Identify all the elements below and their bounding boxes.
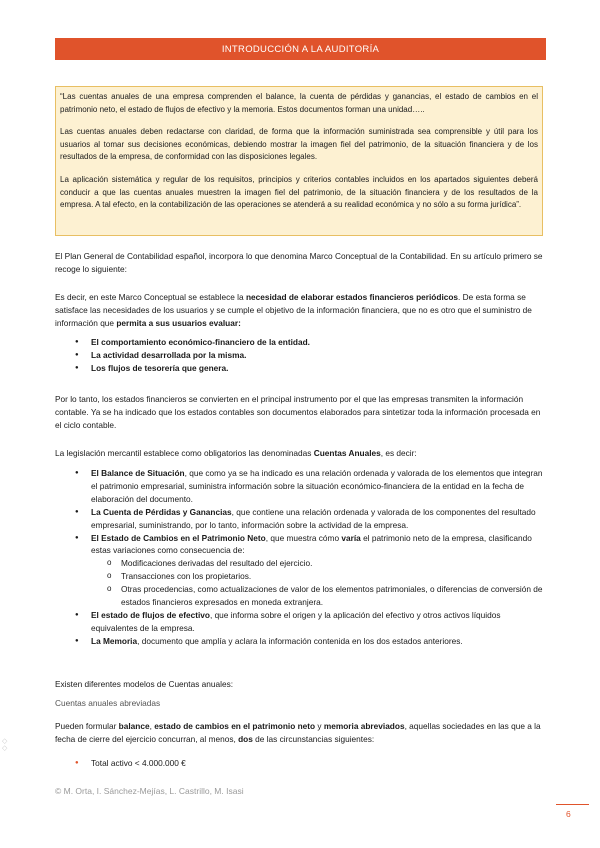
list-item: ● El comportamiento económico-financiero de la entidad. xyxy=(55,336,545,349)
marco-paragraph: Es decir, en este Marco Conceptual se establece la necesidad de elaborar estados financieros periódicos. De esta forma se satisface las necesidades de los usuarios y se cumple el objetivo de la información financiera, que no es otro que el suministro de información que permita a sus usuarios evaluar: xyxy=(55,292,532,328)
list-item-balance: ● El Balance de Situación, que como ya se ha indicado es una relación ordenada y valorada de los elementos que integran el patrimonio empresarial, suministra información sobre la situación económico-financiera de la entidad en la fecha de elaboración del documento. xyxy=(55,467,545,506)
quote-paragraph-2: Las cuentas anuales deben redactarse con claridad, de forma que la información suministrada sea comprensible y útil para los usuarios al tomar sus decisiones económicas, debiendo mostrar la imagen fiel del patrimonio, de la situación financiera y de los resultados de la empresa, de conformidad con las disposiciones legales. xyxy=(60,127,538,162)
page-number: 6 xyxy=(566,809,571,819)
sub-list-item: o Otras procedencias, como actualizaciones de valor de los elementos patrimoniales, o diferencias de conversión de estados financieros expresados en moneda extranjera. xyxy=(91,583,545,609)
list-item-memoria: ● La Memoria, documento que amplía y aclara la información contenida en los dos estados anteriores. xyxy=(55,635,545,648)
sub-list-item: o Transacciones con los propietarios. xyxy=(91,570,545,583)
modelos-paragraph: Existen diferentes modelos de Cuentas anuales: xyxy=(55,679,234,689)
side-mark-icon: ◇ ◇ xyxy=(2,738,8,752)
por-lo-tanto-paragraph: Por lo tanto, los estados financieros se convierten en el principal instrumento por el que las empresas transmiten la información contable. Ya se ha indicado que los estados contables son documentos elaborados para sintetizar toda la información procesada en el ciclo contable. xyxy=(55,394,541,430)
cuentas-list xyxy=(55,467,545,648)
header-title: INTRODUCCIÓN A LA AUDITORÍA xyxy=(221,43,380,55)
header-bar xyxy=(55,38,546,60)
footer-copyright: © M. Orta, I. Sánchez-Mejías, L. Castrillo, M. Isasi xyxy=(55,786,244,796)
quote-paragraph-1: “Las cuentas anuales de una empresa comprenden el balance, la cuenta de pérdidas y ganancias, el estado de cambios en el patrimonio neto, el estado de flujos de efectivo y la memoria. Estos documentos forman una unidad….. xyxy=(60,92,538,114)
quote-paragraph-3: La aplicación sistemática y regular de los requisitos, principios y criterios contables incluidos en los apartados siguientes deberá conducir a que las cuentas anuales muestren la imagen fiel del patrimonio, de la situación financiera y de los resultados de la empresa. A tal efecto, en la contabilización de las operaciones se atenderá a su realidad económica y no sólo a su forma jurídica”. xyxy=(60,174,538,210)
intro-paragraph: El Plan General de Contabilidad español, incorpora lo que denomina Marco Conceptual de la Contabilidad. En su artículo primero se recoge lo siguiente: xyxy=(55,251,543,274)
abreviadas-heading: Cuentas anuales abreviadas xyxy=(55,698,161,708)
circunstancias-list xyxy=(55,757,545,770)
list-item-pyg: ● La Cuenta de Pérdidas y Ganancias, que contiene una relación ordenada y valorada de los componentes del resultado empresarial, suministrando, por lo tanto, información sobre la actividad de la empresa. xyxy=(55,506,545,532)
abreviadas-paragraph: Pueden formular balance, estado de cambios en el patrimonio neto y memoria abreviados, aquellas sociedades en las que a la fecha de cierre del ejercicio concurran, al menos, dos de las circunstancias siguientes: xyxy=(55,721,541,744)
list-item: ● Los flujos de tesorería que genera. xyxy=(55,362,545,375)
list-item-ecpn: ● El Estado de Cambios en el Patrimonio Neto, que muestra cómo varía el patrimonio neto de la empresa, clasificando estas variaciones como consecuencia de: o Modificaciones derivadas del resultado del ejercicio. o Transacciones con los propietarios. o Otras procedencias, como actualizaciones de valor de los elementos patrimoniales, o diferencias de conversión de estados financieros expresados en moneda extranjera. xyxy=(55,532,545,609)
legislacion-paragraph: La legislación mercantil establece como obligatorios las denominadas Cuentas Anuales, es decir: xyxy=(55,448,417,458)
list-item-efe: ● El estado de flujos de efectivo, que informa sobre el origen y la aplicación del efectivo y otros activos líquidos equivalentes de la empresa. xyxy=(55,609,545,635)
quote-box xyxy=(55,86,543,236)
evaluar-list xyxy=(55,336,545,375)
footer-divider xyxy=(556,804,589,805)
list-item: ● La actividad desarrollada por la misma. xyxy=(55,349,545,362)
list-item: ● Total activo < 4.000.000 € xyxy=(55,757,545,770)
sub-list-item: o Modificaciones derivadas del resultado del ejercicio. xyxy=(91,557,545,570)
